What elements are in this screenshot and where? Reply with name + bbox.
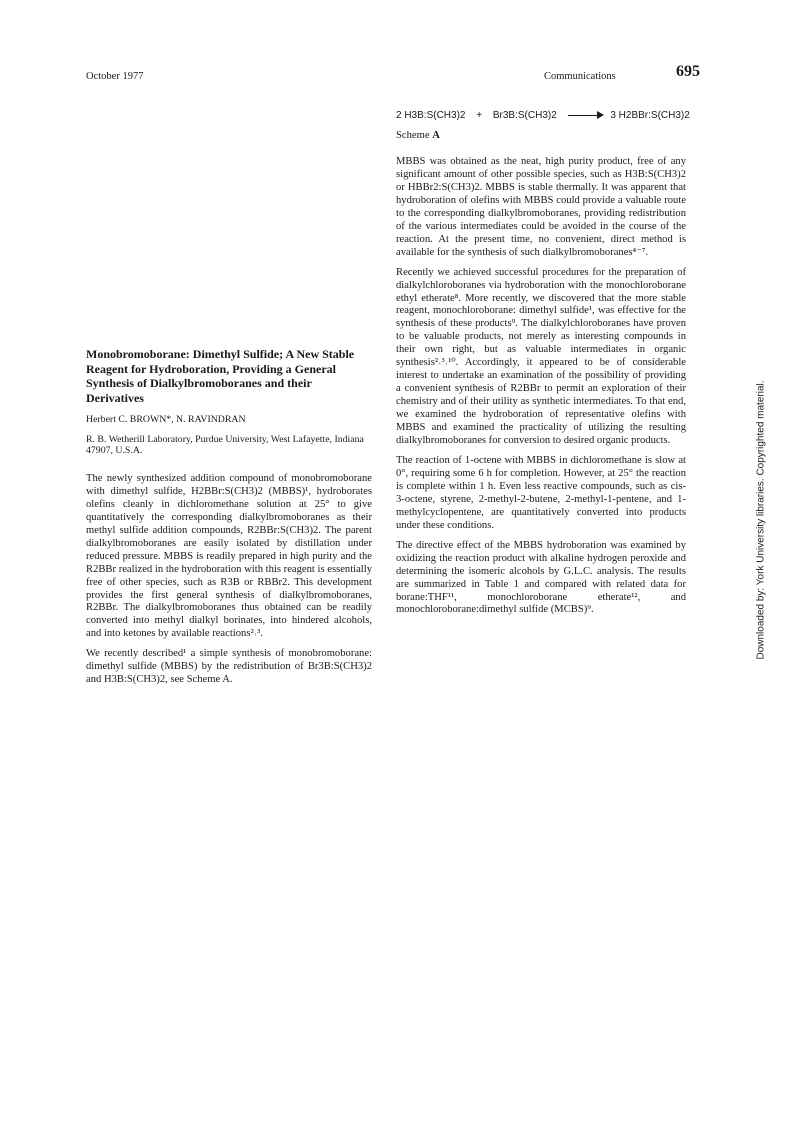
scheme-label-letter: A [432, 130, 440, 141]
scheme-reactant-2: Br3B:S(CH3)2 [492, 110, 557, 121]
paragraph: The newly synthesized addition compound of monobromoborane with dimethyl sulfide, H2BBr:S(CH3)2 (MBBS)¹, hydroborates olefins cleanly in dichloromethane solution at 25° to give quantitatively the corresponding dialkylbromoboranes as their methyl sulfide addition compounds, R2BBr:S(CH3)2. The parent dialkylbromoboranes are easily isolated by distillation under reduced pressure. MBBS is readily prepared in high purity and the R2BBr realized in the hydroboration with this reagent is essentially free of other species, such as R3B or RBBr2. This development provides the first general synthesis of dialkylbromoboranes, R2BBr. The dialkylbromoboranes thus obtained can be readily converted into methyl dialkyl borinates, into hindered alcohols, and into ketones by available reactions²˒³. [86, 472, 372, 640]
reaction-arrow-icon [568, 115, 602, 116]
left-column [86, 347, 372, 694]
article-title: Monobromoborane: Dimethyl Sulfide; A New Stable Reagent for Hydroboration, Providing a General Synthesis of Dialkylbromoboranes and their Derivatives [86, 347, 355, 405]
header-section: Communications [544, 71, 616, 82]
download-watermark: Downloaded by: York University libraries. Copyrighted material. [755, 380, 767, 660]
paragraph: Recently we achieved successful procedures for the preparation of dialkylchloroboranes via hydroboration with the monochloroborane ethyl etherate⁸. More recently, we discovered that the more stable reagent, monochloroborane: dimethyl sulfide¹, was effective for the synthesis of these products⁹. The dialkylchloroboranes have proven to be valuable products, not merely as interesting compounds in their own right, but as valuable intermediates in organic synthesis²˒³˒¹⁰. Accordingly, it appeared to be of considerable interest to undertake an examination of the possibility of providing a convenient synthesis of R2BBr to permit an exploration of their chemistry and of their utility as synthetic intermediates. To that end, we examined the hydroboration of representative olefins with MBBS and examined the practicality of utilizing the resulting dialkylbromoboranes for conversion to desired organic products. [396, 266, 686, 447]
article-authors: Herbert C. BROWN*, N. RAVINDRAN [86, 414, 246, 425]
article-affiliation: R. B. Wetherill Laboratory, Purdue University, West Lafayette, Indiana 47907, U.S.A. [86, 433, 364, 457]
scheme-product: 3 H2BBr:S(CH3)2 [610, 110, 690, 121]
scheme-label [396, 130, 440, 141]
page-number: 695 [676, 63, 700, 80]
scheme-plus: + [476, 110, 483, 121]
paragraph: The reaction of 1-octene with MBBS in dichloromethane is slow at 0°, requiring some 6 h for completion. However, at 25° the reaction is complete within 1 h. Even less reactive compounds, such as cis-3-octene, styrene, 2-methyl-2-butene, 2-methyl-1-pentene, and 1-methylcyclopentene, are quantitatively converted into products under these conditions. [396, 454, 686, 531]
header-date: October 1977 [86, 71, 144, 82]
scheme-reactant-1: 2 H3B:S(CH3)2 [396, 110, 466, 121]
paragraph: The directive effect of the MBBS hydroboration was examined by oxidizing the reaction product with alkaline hydrogen peroxide and determining the isomeric alcohols by G.L.C. analysis. The results are summarized in Table 1 and compared with related data for borane:THF¹¹, monochloroborane etherate¹², and monochloroborane:dimethyl sulfide (MCBS)⁹. [396, 539, 686, 616]
scheme-a-equation [396, 110, 690, 121]
scheme-label-prefix: Scheme [396, 130, 430, 141]
paragraph: MBBS was obtained as the neat, high purity product, free of any significant amount of other possible species, such as H3B:S(CH3)2 or HBBr2:S(CH3)2. MBBS is stable thermally. It was apparent that hydroboration of olefins with MBBS could provide a valuable route to the corresponding dialkylbromoboranes, providing redistribution of the various intermediates could be avoided in the course of the reaction. At the present time, no convenient, direct method is available for the synthesis of such dialkylbromoboranes⁴⁻⁷. [396, 156, 686, 258]
paragraph: We recently described¹ a simple synthesis of monobromoborane: dimethyl sulfide (MBBS) by the redistribution of Br3B:S(CH3)2 and H3B:S(CH3)2, see Scheme A. [86, 648, 372, 686]
right-column [396, 156, 686, 624]
